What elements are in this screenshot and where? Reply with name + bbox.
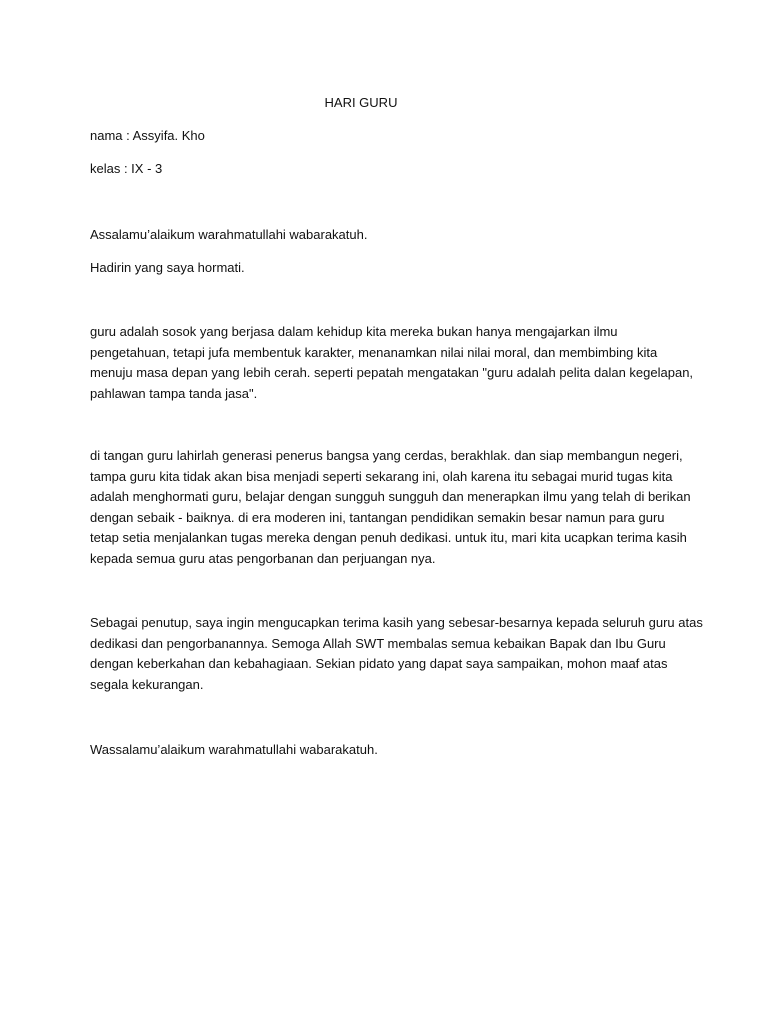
- paragraph-1-line: guru adalah sosok yang berjasa dalam kehidup kita mereka bukan hanya mengajarkan ilmu: [90, 324, 618, 339]
- paragraph-2-line: kepada semua guru atas pengorbanan dan perjuangan nya.: [90, 550, 436, 566]
- opening-greeting: Assalamu’alaikum warahmatullahi wabarakatuh.: [90, 227, 368, 242]
- paragraph-1-line: pengetahuan, tetapi jufa membentuk karakter, menanamkan nilai nilai moral, dan membimbing kita: [90, 344, 658, 360]
- closing-greeting: Wassalamu’alaikum warahmatullahi wabarakatuh.: [90, 742, 378, 757]
- paragraph-2-line: dengan sebaik - baiknya. di era moderen ini, tantangan pendidikan semakin besar namun para guru: [90, 509, 665, 525]
- paragraph-3-line: dengan keberkahan dan kebahagiaan. Sekian pidato yang dapat saya sampaikan, mohon maaf atas: [90, 656, 668, 672]
- paragraph-3-line: segala kekurangan.: [90, 676, 204, 692]
- student-name: nama : Assyifa. Kho: [90, 128, 205, 143]
- paragraph-3-line: Sebagai penutup, saya ingin mengucapkan terima kasih yang sebesar-besarnya kepada seluruh guru atas: [90, 615, 703, 630]
- paragraph-1-line: menuju masa depan yang lebih cerah. seperti pepatah mengatakan "guru adalah pelita dalan kegelapan,: [90, 365, 694, 381]
- paragraph-2-line: di tangan guru lahirlah generasi penerus bangsa yang cerdas, berakhlak. dan siap membangun negeri,: [90, 448, 683, 463]
- paragraph-2-line: tampa guru kita tidak akan bisa menjadi seperti sekarang ini, olah karena itu sebagai murid tugas kita: [90, 468, 673, 484]
- paragraph-3-line: dedikasi dan pengorbanannya. Semoga Allah SWT membalas semua kebaikan Bapak dan Ibu Guru: [90, 635, 666, 651]
- paragraph-2-line: tetap setia menjalankan tugas mereka dengan penuh dedikasi. untuk itu, mari kita ucapkan terima kasih: [90, 530, 687, 546]
- paragraph-1: [90, 322, 694, 404]
- student-class: kelas : IX - 3: [90, 161, 163, 176]
- paragraph-2-line: adalah menghormati guru, belajar dengan sungguh sungguh dan menerapkan ilmu yang telah di berikan: [90, 489, 691, 505]
- paragraph-2: [90, 446, 690, 570]
- paragraph-1-line: pahlawan tampa tanda jasa".: [90, 385, 258, 401]
- document-title: HARI GURU: [324, 95, 398, 110]
- audience-greeting: Hadirin yang saya hormati.: [90, 260, 245, 275]
- paragraph-3: [90, 613, 703, 695]
